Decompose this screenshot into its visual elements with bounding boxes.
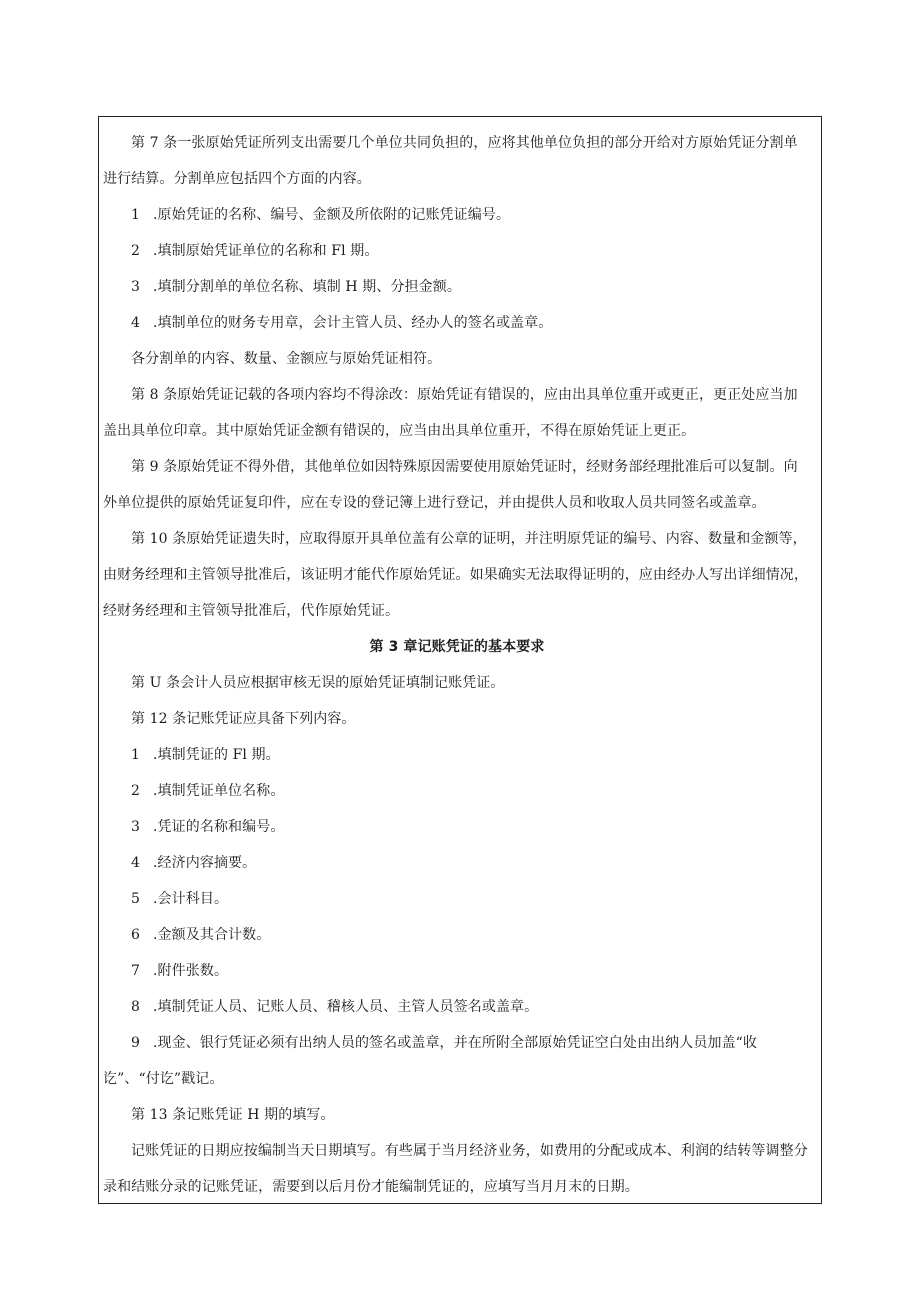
article-13: 第 13 条记账凭证 H 期的填写。 <box>131 1107 335 1123</box>
article-12: 第 12 条记账凭证应具备下列内容。 <box>131 711 356 727</box>
article-8: 第 8 条原始凭证记载的各项内容均不得涂改：原始凭证有错误的，应由出具单位重开或更正，更正处应当加盖出具单位印章。其中原始凭证金额有错误的，应当由出具单位重开，不得在原始凭证上更正。 <box>103 387 798 439</box>
art12-item-6: 6 .金额及其合计数。 <box>131 927 271 943</box>
article-13-body: 记账凭证的日期应按编制当天日期填写。有些属于当月经济业务，如费用的分配或成本、利润的结转等调整分录和结账分录的记账凭证，需要到以后月份才能编制凭证的，应填写当月月末的日期。 <box>103 1143 808 1195</box>
art12-item-2: 2 .填制凭证单位名称。 <box>131 783 285 799</box>
art7-item-3: 3 .填制分割单的单位名称、填制 H 期、分担金额。 <box>131 279 461 295</box>
document-frame <box>98 116 822 1204</box>
document-body <box>103 125 811 1205</box>
art7-item-1: 1 .原始凭证的名称、编号、金额及所依附的记账凭证编号。 <box>131 207 511 223</box>
art12-item-5: 5 .会计科目。 <box>131 891 229 907</box>
art12-item-8: 8 .填制凭证人员、记账人员、稽核人员、主管人员签名或盖章。 <box>131 999 539 1015</box>
art12-item-1: 1 .填制凭证的 Fl 期。 <box>131 747 280 763</box>
art7-item-2: 2 .填制原始凭证单位的名称和 Fl 期。 <box>131 243 379 259</box>
chapter-3-heading: 第 3 章记账凭证的基本要求 <box>369 639 545 655</box>
article-11: 第 U 条会计人员应根据审核无误的原始凭证填制记账凭证。 <box>131 675 505 691</box>
article-10: 第 10 条原始凭证遗失时，应取得原开具单位盖有公章的证明，并注明原凭证的编号、内容、数量和金额等，由财务经理和主管领导批准后，该证明才能代作原始凭证。如果确实无法取得证明的，应由经办人写出详细情况，经财务经理和主管领导批准后，代作原始凭证。 <box>103 531 808 619</box>
art12-item-7: 7 .附件张数。 <box>131 963 229 979</box>
art12-item-9: 9 .现金、银行凭证必须有出纳人员的签名或盖章，并在所附全部原始凭证空白处由出纳人员加盖“收讫”、“付讫”戳记。 <box>103 1035 758 1087</box>
art7-item-4: 4 .填制单位的财务专用章，会计主管人员、经办人的签名或盖章。 <box>131 315 553 331</box>
art7-note: 各分割单的内容、数量、金额应与原始凭证相符。 <box>131 351 442 367</box>
article-7: 第 7 条一张原始凭证所列支出需要几个单位共同负担的，应将其他单位负担的部分开给对方原始凭证分割单进行结算。分割单应包括四个方面的内容。 <box>103 135 798 187</box>
art12-item-4: 4 .经济内容摘要。 <box>131 855 257 871</box>
article-9: 第 9 条原始凭证不得外借，其他单位如因特殊原因需要使用原始凭证时，经财务部经理批准后可以复制。向外单位提供的原始凭证复印件，应在专设的登记簿上进行登记，并由提供人员和收取人员共同签名或盖章。 <box>103 459 798 511</box>
art12-item-3: 3 .凭证的名称和编号。 <box>131 819 285 835</box>
